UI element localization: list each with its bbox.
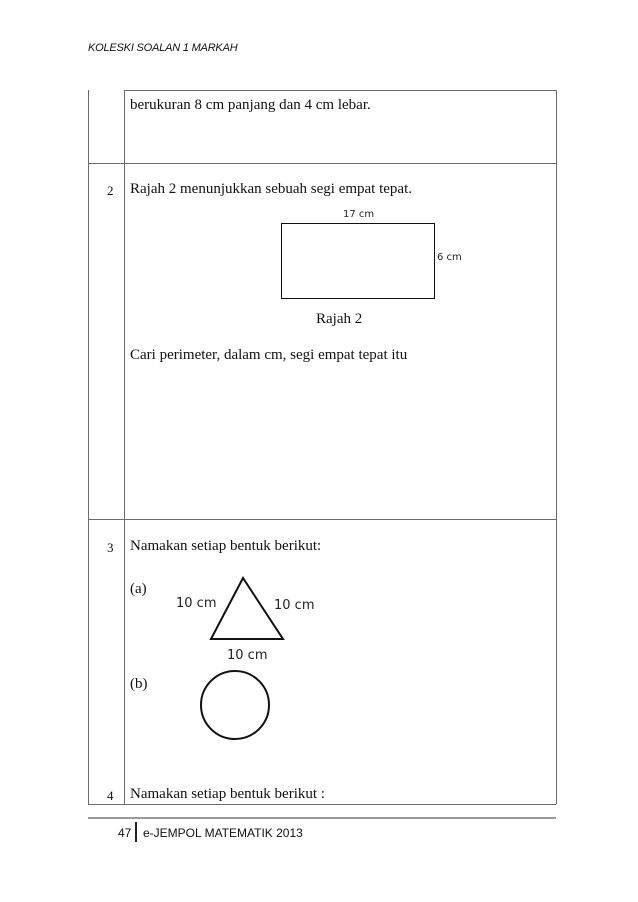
circle-diagram xyxy=(200,670,270,740)
table-right-border xyxy=(556,90,557,804)
triangle-right-side-label: 10 cm xyxy=(274,598,315,613)
rectangle-diagram xyxy=(281,223,435,299)
page-header: KOLESKI SOALAN 1 MARKAH xyxy=(88,42,238,54)
triangle-bottom-side-label: 10 cm xyxy=(227,648,268,663)
rectangle-width-label: 17 cm xyxy=(343,209,375,220)
q1-text: berukuran 8 cm panjang dan 4 cm lebar. xyxy=(130,97,371,113)
q2-number: 2 xyxy=(107,183,114,198)
footer-separator xyxy=(135,822,137,842)
q4-number: 4 xyxy=(107,788,114,803)
q3-number: 3 xyxy=(107,540,114,555)
table-bottom-border xyxy=(88,804,556,805)
table-left-border xyxy=(88,90,89,804)
q2-text: Rajah 2 menunjukkan sebuah segi empat tepat. xyxy=(130,181,413,197)
footer-rule xyxy=(88,817,556,819)
part-a-label: (a) xyxy=(130,581,147,597)
q2-question: Cari perimeter, dalam cm, segi empat tepat itu xyxy=(130,347,408,363)
column-divider xyxy=(124,90,125,804)
q4-text: Namakan setiap bentuk berikut : xyxy=(130,786,325,802)
page-number: 47 xyxy=(118,826,132,840)
q2-caption: Rajah 2 xyxy=(316,311,363,327)
part-b-label: (b) xyxy=(130,676,148,692)
row-divider-2 xyxy=(88,519,556,520)
q3-text: Namakan setiap bentuk berikut: xyxy=(130,538,322,554)
row-divider-1 xyxy=(88,163,556,164)
footer-title: e-JEMPOL MATEMATIK 2013 xyxy=(143,826,303,840)
triangle-left-side-label: 10 cm xyxy=(176,596,217,611)
table-top-border xyxy=(124,90,556,91)
rectangle-height-label: 6 cm xyxy=(437,252,462,263)
